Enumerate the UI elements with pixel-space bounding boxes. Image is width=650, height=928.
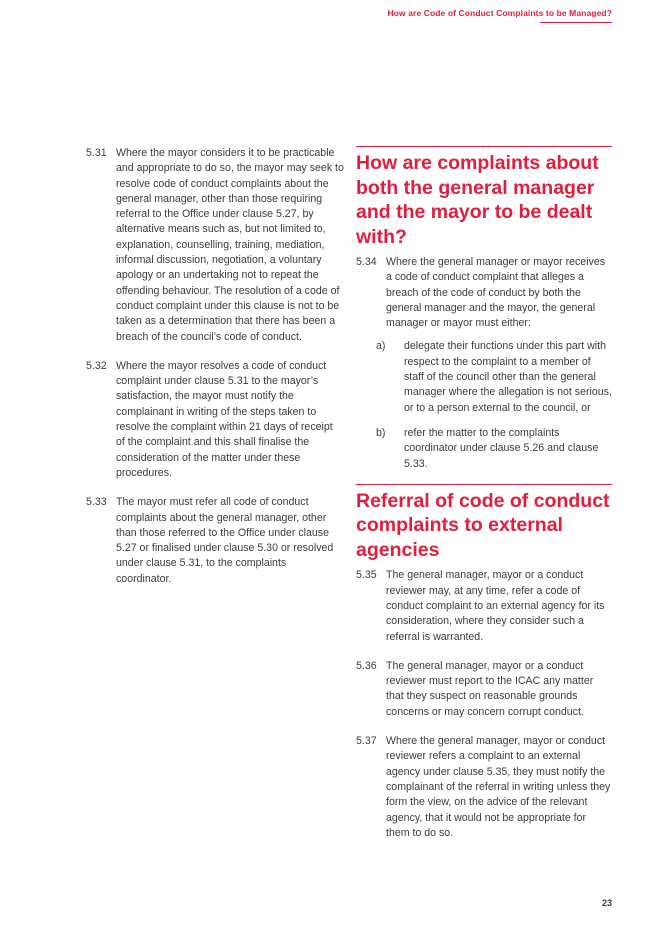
section-rule: [356, 484, 612, 485]
left-column: [86, 146, 344, 601]
clause-5-37: [356, 734, 612, 841]
list-text: refer the matter to the complaints coordinator under clause 5.26 and clause 5.33.: [404, 426, 599, 470]
list-text: delegate their functions under this part with respect to the complaint to a member of staff of the council other than the general manager where the allegation is not serious, or to a person external to the council, or: [404, 340, 612, 414]
list-item-a: [376, 339, 612, 415]
section-heading-complaints-both: How are complaints about both the general manager and the mayor to be dealt with?: [356, 152, 599, 248]
clause-5-31: [86, 146, 344, 345]
clause-number: 5.36: [356, 659, 377, 672]
clause-5-32: [86, 359, 344, 481]
clause-text: Where the mayor resolves a code of conduct complaint under clause 5.31 to the mayor’s satisfaction, the mayor must notify the complainant in writing of the steps taken to resolve the complaint within 21 days of receipt of the complaint and this shall finalise the consideration of the matter under these procedures.: [116, 359, 333, 479]
list-letter: a): [376, 340, 386, 353]
section-rule: [356, 146, 612, 147]
clause-number: 5.31: [86, 147, 107, 159]
clause-text: The mayor must refer all code of conduct complaints about the general manager, other than those referred to the Office under clause 5.27 or finalised under clause 5.30 or resolved under clause 5.31, to the complaints coordinator.: [116, 496, 334, 585]
list-item-b: [376, 426, 612, 472]
clause-5-33: [86, 495, 344, 587]
clause-number: 5.37: [356, 735, 377, 748]
clause-5-34: [356, 255, 612, 331]
clause-text: The general manager, mayor or a conduct reviewer may, at any time, refer a code of conduct complaint to an external agency for its consideration, where they consider such a referral is warranted.: [386, 569, 605, 643]
clause-5-36: [356, 659, 612, 720]
clause-number: 5.35: [356, 569, 377, 582]
right-column: [356, 146, 612, 855]
clause-text: Where the mayor considers it to be practicable and appropriate to do so, the mayor may seek to resolve code of conduct complaints about the general manager, other than those requiring referral to the Office under clause 5.27, by alternative means such as, but not limited to, explanation, counselling, training, mediation, informal discussion, negotiation, a voluntary apology or an undertaking not to repeat the offending behaviour. The resolution of a code of conduct complaint under this clause is not to be taken as a determination that there has been a breach of the council’s code of conduct.: [116, 147, 344, 343]
section-heading-referral: Referral of code of conduct complaints to external agencies: [356, 489, 610, 561]
clause-text: Where the general manager, mayor or conduct reviewer refers a complaint to an external agency under clause 5.35, they must notify the complainant of the referral in writing unless they form the view, on the advice of the relevant agency, that it would not be appropriate for them to do so.: [386, 735, 611, 839]
clause-text: The general manager, mayor or a conduct reviewer must report to the ICAC any matter that they suspect on reasonable grounds concerns or may concern corrupt conduct.: [386, 659, 594, 718]
page-number: 23: [601, 898, 612, 908]
clause-number: 5.34: [356, 256, 377, 268]
clause-number: 5.33: [86, 496, 107, 509]
clause-text: Where the general manager or mayor receives a code of conduct complaint that alleges a breach of the code of conduct by both the general manager and the mayor, the general manager or mayor must either:: [386, 256, 606, 330]
clause-5-35: [356, 568, 612, 644]
header-rule: [540, 22, 612, 23]
running-header: How are Code of Conduct Complaints to be Managed?: [387, 8, 612, 18]
list-letter: b): [376, 426, 386, 439]
clause-number: 5.32: [86, 359, 107, 372]
